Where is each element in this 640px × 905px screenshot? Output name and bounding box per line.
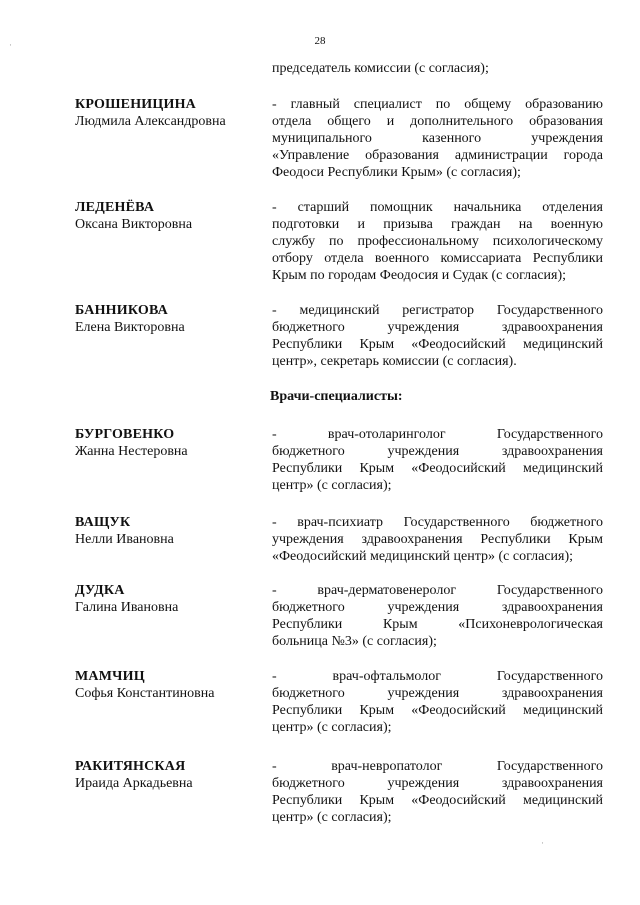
member-surname: МАМЧИЦ xyxy=(75,669,145,684)
member-surname: ДУДКА xyxy=(75,583,125,598)
member-name xyxy=(75,426,265,460)
position-line: бюджетного учреждения здравоохранения xyxy=(272,320,603,335)
member-given-names: Нелли Ивановна xyxy=(75,532,174,547)
member-surname: БУРГОВЕНКО xyxy=(75,427,175,442)
member-name xyxy=(75,199,265,233)
member-given-names: Людмила Александровна xyxy=(75,114,226,129)
member-given-names: Жанна Нестеровна xyxy=(75,444,188,459)
position-line: Крым по городам Феодосия и Судак (с согласия); xyxy=(272,268,567,283)
member-surname: ВАЩУК xyxy=(75,515,131,530)
member-position xyxy=(272,514,603,565)
member-name xyxy=(75,758,265,792)
position-line: учреждения здравоохранения Республики Крым xyxy=(272,532,603,547)
position-line: - медицинский регистратор Государственного xyxy=(272,303,603,318)
position-line: центр» (с согласия); xyxy=(272,478,392,493)
position-line: - главный специалист по общему образованию xyxy=(272,97,603,112)
position-line: - старший помощник начальника отделения xyxy=(272,200,603,215)
position-line: Республики Крым «Феодосийский медицинский xyxy=(272,793,603,808)
member-position xyxy=(272,758,603,826)
position-line: - врач-дерматовенеролог Государственного xyxy=(272,583,603,598)
position-line: бюджетного учреждения здравоохранения xyxy=(272,686,603,701)
position-line: Республики Крым «Феодосийский медицинский xyxy=(272,461,603,476)
position-line: подготовки и призыва граждан на военную xyxy=(272,217,603,232)
position-line: Феодоси Республики Крым» (с согласия); xyxy=(272,165,521,180)
member-given-names: Елена Викторовна xyxy=(75,320,185,335)
member-given-names: Ираида Аркадьевна xyxy=(75,776,193,791)
position-line: службу по профессиональному психологическому xyxy=(272,234,603,249)
position-line: муниципального казенного учреждения xyxy=(272,131,603,146)
position-line: «Феодосийский медицинский центр» (с согласия); xyxy=(272,549,574,564)
position-line: отбору отдела военного комиссариата Республики xyxy=(272,251,603,266)
position-line: «Управление образования администрации города xyxy=(272,148,603,163)
scan-mark: · xyxy=(9,40,12,50)
member-name xyxy=(75,514,265,548)
member-position xyxy=(272,582,603,650)
scan-mark: · xyxy=(541,838,544,848)
position-line: Республики Крым «Феодосийский медицинский xyxy=(272,337,603,352)
member-surname: КРОШЕНИЦИНА xyxy=(75,97,196,112)
member-position xyxy=(272,302,603,370)
member-position xyxy=(272,199,603,284)
position-line: центр» (с согласия); xyxy=(272,810,392,825)
position-line: бюджетного учреждения здравоохранения xyxy=(272,776,603,791)
position-line: Республики Крым «Психоневрологическая xyxy=(272,617,603,632)
position-line: - врач-отоларинголог Государственного xyxy=(272,427,603,442)
member-surname: РАКИТЯНСКАЯ xyxy=(75,759,186,774)
position-line: Республики Крым «Феодосийский медицинский xyxy=(272,703,603,718)
member-name xyxy=(75,302,265,336)
member-name xyxy=(75,96,265,130)
member-position xyxy=(272,668,603,736)
position-line: центр», секретарь комиссии (с согласия). xyxy=(272,354,517,369)
member-position xyxy=(272,426,603,494)
member-given-names: Оксана Викторовна xyxy=(75,217,193,232)
position-line: центр» (с согласия); xyxy=(272,720,392,735)
member-name xyxy=(75,582,265,616)
section-title: Врачи-специалисты: xyxy=(270,389,403,404)
position-line: больница №3» (с согласия); xyxy=(272,634,437,649)
page-number: 28 xyxy=(314,35,326,47)
position-line: - врач-офтальмолог Государственного xyxy=(272,669,603,684)
member-given-names: Софья Константиновна xyxy=(75,686,215,701)
member-name xyxy=(75,668,265,702)
member-position xyxy=(272,96,603,181)
position-line: - врач-психиатр Государственного бюджетного xyxy=(272,515,603,530)
preamble-text: председатель комиссии (с согласия); xyxy=(272,61,489,76)
member-surname: ЛЕДЕНЁВА xyxy=(75,200,155,215)
member-surname: БАННИКОВА xyxy=(75,303,168,318)
position-line: - врач-невропатолог Государственного xyxy=(272,759,603,774)
position-line: бюджетного учреждения здравоохранения xyxy=(272,444,603,459)
position-line: отдела общего и дополнительного образования xyxy=(272,114,603,129)
member-given-names: Галина Ивановна xyxy=(75,600,179,615)
position-line: бюджетного учреждения здравоохранения xyxy=(272,600,603,615)
